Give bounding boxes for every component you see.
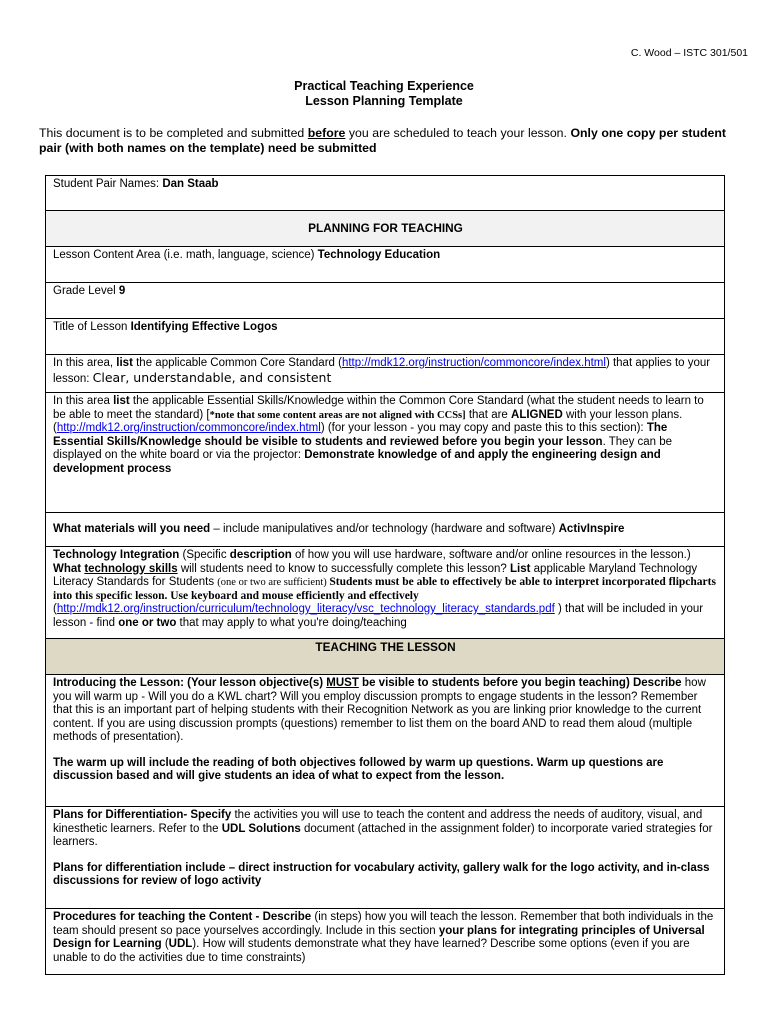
cell-common-core [46,355,725,393]
technology-integration-value: Students must be able to effectively be able to interpret incorporated flipcharts into this specific lesson. Use keyboard and mouse efficiently and effectively [53,576,716,602]
row-common-core [46,355,725,393]
course-reference: C. Wood – ISTC 301/501 [630,47,748,59]
differentiation-value: Plans for differentiation include – direct instruction for vocabulary activity, gallery walk for the logo activity, and in-class discussions for review of logo activity [53,861,710,887]
text: ) that applies to your lesson: [53,357,711,385]
teaching-the-lesson-header: TEACHING THE LESSON [46,639,725,675]
text: how you will warm up - Will you do a KWL chart? Will you employ discussion prompts to engage students in the lesson? Remember that this is an important part of helping students with their Recognition Network as you are linking prior knowledge to the current content. If you are using discussion prompts (questions) remember to list them on the board AND to read them aloud (multiple methods of presentation). [53,677,706,743]
must-word: MUST [326,677,359,689]
warm-up-answer [53,757,718,784]
label: Lesson Content Area (i.e. math, language, science) [53,249,318,261]
lesson-title-value: Identifying Effective Logos [130,321,278,333]
cell-lesson-title [46,319,725,355]
text: – include manipulatives and/or technology (hardware and software) [210,522,559,535]
cell-essential-skills [46,393,725,513]
text: that may apply to what you're doing/teaching [176,616,407,629]
text: of how you will use hardware, software and/or online resources in the lesson.) [291,549,691,561]
lesson-plan-table [45,175,725,975]
text: with your lesson plans. ( [53,408,683,434]
row-differentiation [46,807,725,909]
cell-grade-level [46,283,725,319]
text: . They can be displayed on the white board or via the projector: [53,435,673,461]
text: ( [161,938,169,950]
row-teaching-header [46,639,725,675]
row-technology-integration [46,547,725,639]
text: will students need to know to successfully complete this lesson? [177,562,511,575]
aligned-word: ALIGNED [511,408,563,421]
text: ) that will be included in your lesson - find [53,603,704,629]
text: the activities you will use to teach the content and address the needs of auditory, visual, and kinesthetic learners. Refer to the [53,809,703,835]
skills-bold: The Essential Skills/Knowledge should be visible to students and reviewed before you begin your lesson [53,422,668,448]
row-essential-skills [46,393,725,513]
cell-student-names [46,176,725,211]
text: ). How will students demonstrate what they have learned? Describe some options (even if you are unable to do the activities due to time constraints) [53,938,690,964]
list-word: List [510,562,531,575]
warm-up-value: The warm up will include the reading of both objectives followed by warm up questions. Warm up questions are discussion based and will give students an idea of what to expect from the lesson. [53,756,664,782]
text: document (attached in the assignment folder) to incorporate varied strategies for learners. [53,822,713,848]
udl-plans-bold: your plans for integrating principles of Universal Design for Learning [53,924,705,950]
title-line-1: Practical Teaching Experience [294,79,474,93]
row-grade-level [46,283,725,319]
tech-literacy-standards-link[interactable]: http://mdk12.org/instruction/curriculum/technology_literacy/vsc_technology_literacy_standards.pdf [56,603,555,615]
cell-procedures [46,909,725,975]
grade-value: 9 [118,285,126,297]
text: the applicable Common Core Standard ( [132,357,342,369]
materials-label: What materials will you need [53,522,211,535]
content-area-value: Technology Education [317,249,441,261]
intro-text: This document is to be completed and submitted [39,126,308,140]
udl-word: UDL [168,938,193,950]
title-line-2: Lesson Planning Template [305,94,463,108]
text: In this area [53,395,114,407]
differentiation-label: Plans for Differentiation- Specify [53,809,232,821]
differentiation-answer [53,862,718,889]
intro-bold: Only one copy per student pair (with both names on the template) need be submitted [39,126,726,155]
text: the applicable Essential Skills/Knowledge within the Common Core Standard (what the student needs to learn to be able to meet the standard) [ [53,395,704,421]
describe-word: Describe [632,677,682,689]
row-lesson-title [46,319,725,355]
text: In this area, [53,357,117,369]
text: ) (for your lesson - you may copy and paste this to this section): [320,422,647,434]
row-planning-header [46,211,725,247]
cell-materials [46,513,725,547]
materials-value: ActivInspire [558,522,625,535]
intro-lesson-label-2: be visible to students before you begin teaching) [358,677,633,689]
what-word: What [53,562,85,575]
row-content-area [46,247,725,283]
intro-lesson-label: Introducing the Lesson: (Your lesson objective(s) [53,677,327,689]
intro-paragraph [39,126,726,156]
commoncore-link[interactable]: http://mdk12.org/instruction/commoncore/index.html [341,357,606,369]
common-core-value: Clear, understandable, and consistent [92,369,332,385]
cell-content-area [46,247,725,283]
label: Grade Level [53,285,119,297]
list-word: list [116,357,133,369]
ccs-note: *note that some content areas are not aligned with CCSs] [209,409,466,421]
label: Student Pair Names: [53,178,163,190]
tech-label: Technology Integration [53,549,180,561]
list-word: list [113,395,130,407]
text: (in steps) how you will teach the lesson. Remember that both individuals in the team should present so pace yourselves accordingly. Include in this section [53,911,714,937]
planning-for-teaching-header: PLANNING FOR TEACHING [46,211,725,247]
text: (Specific [179,549,230,561]
procedures-label: Procedures for teaching the Content - Describe [53,911,312,923]
student-names-value: Dan Staab [162,178,219,190]
cell-introducing-lesson [46,675,725,807]
one-or-two-note: (one or two are sufficient) [217,577,330,588]
row-introducing-lesson [46,675,725,807]
text: that are [465,408,512,421]
document-title [0,79,768,109]
intro-text-2: you are scheduled to teach your lesson. [345,126,571,140]
commoncore-link-2[interactable]: http://mdk12.org/instruction/commoncore/index.html [56,422,321,434]
label: Title of Lesson [53,321,131,333]
technology-skills-word: technology skills [84,562,178,575]
one-or-two-word: one or two [118,616,177,629]
text: ( [53,603,57,615]
essential-skills-value: Demonstrate knowledge of and apply the engineering design and development process [53,449,661,475]
text: applicable Maryland Technology Literacy Standards for Students [53,562,698,588]
description-word: description [229,549,292,561]
cell-differentiation [46,807,725,909]
cell-technology-integration [46,547,725,639]
row-materials [46,513,725,547]
row-student-names [46,176,725,211]
intro-before: before [307,126,346,140]
row-procedures [46,909,725,975]
udl-solutions-word: UDL Solutions [221,822,301,835]
